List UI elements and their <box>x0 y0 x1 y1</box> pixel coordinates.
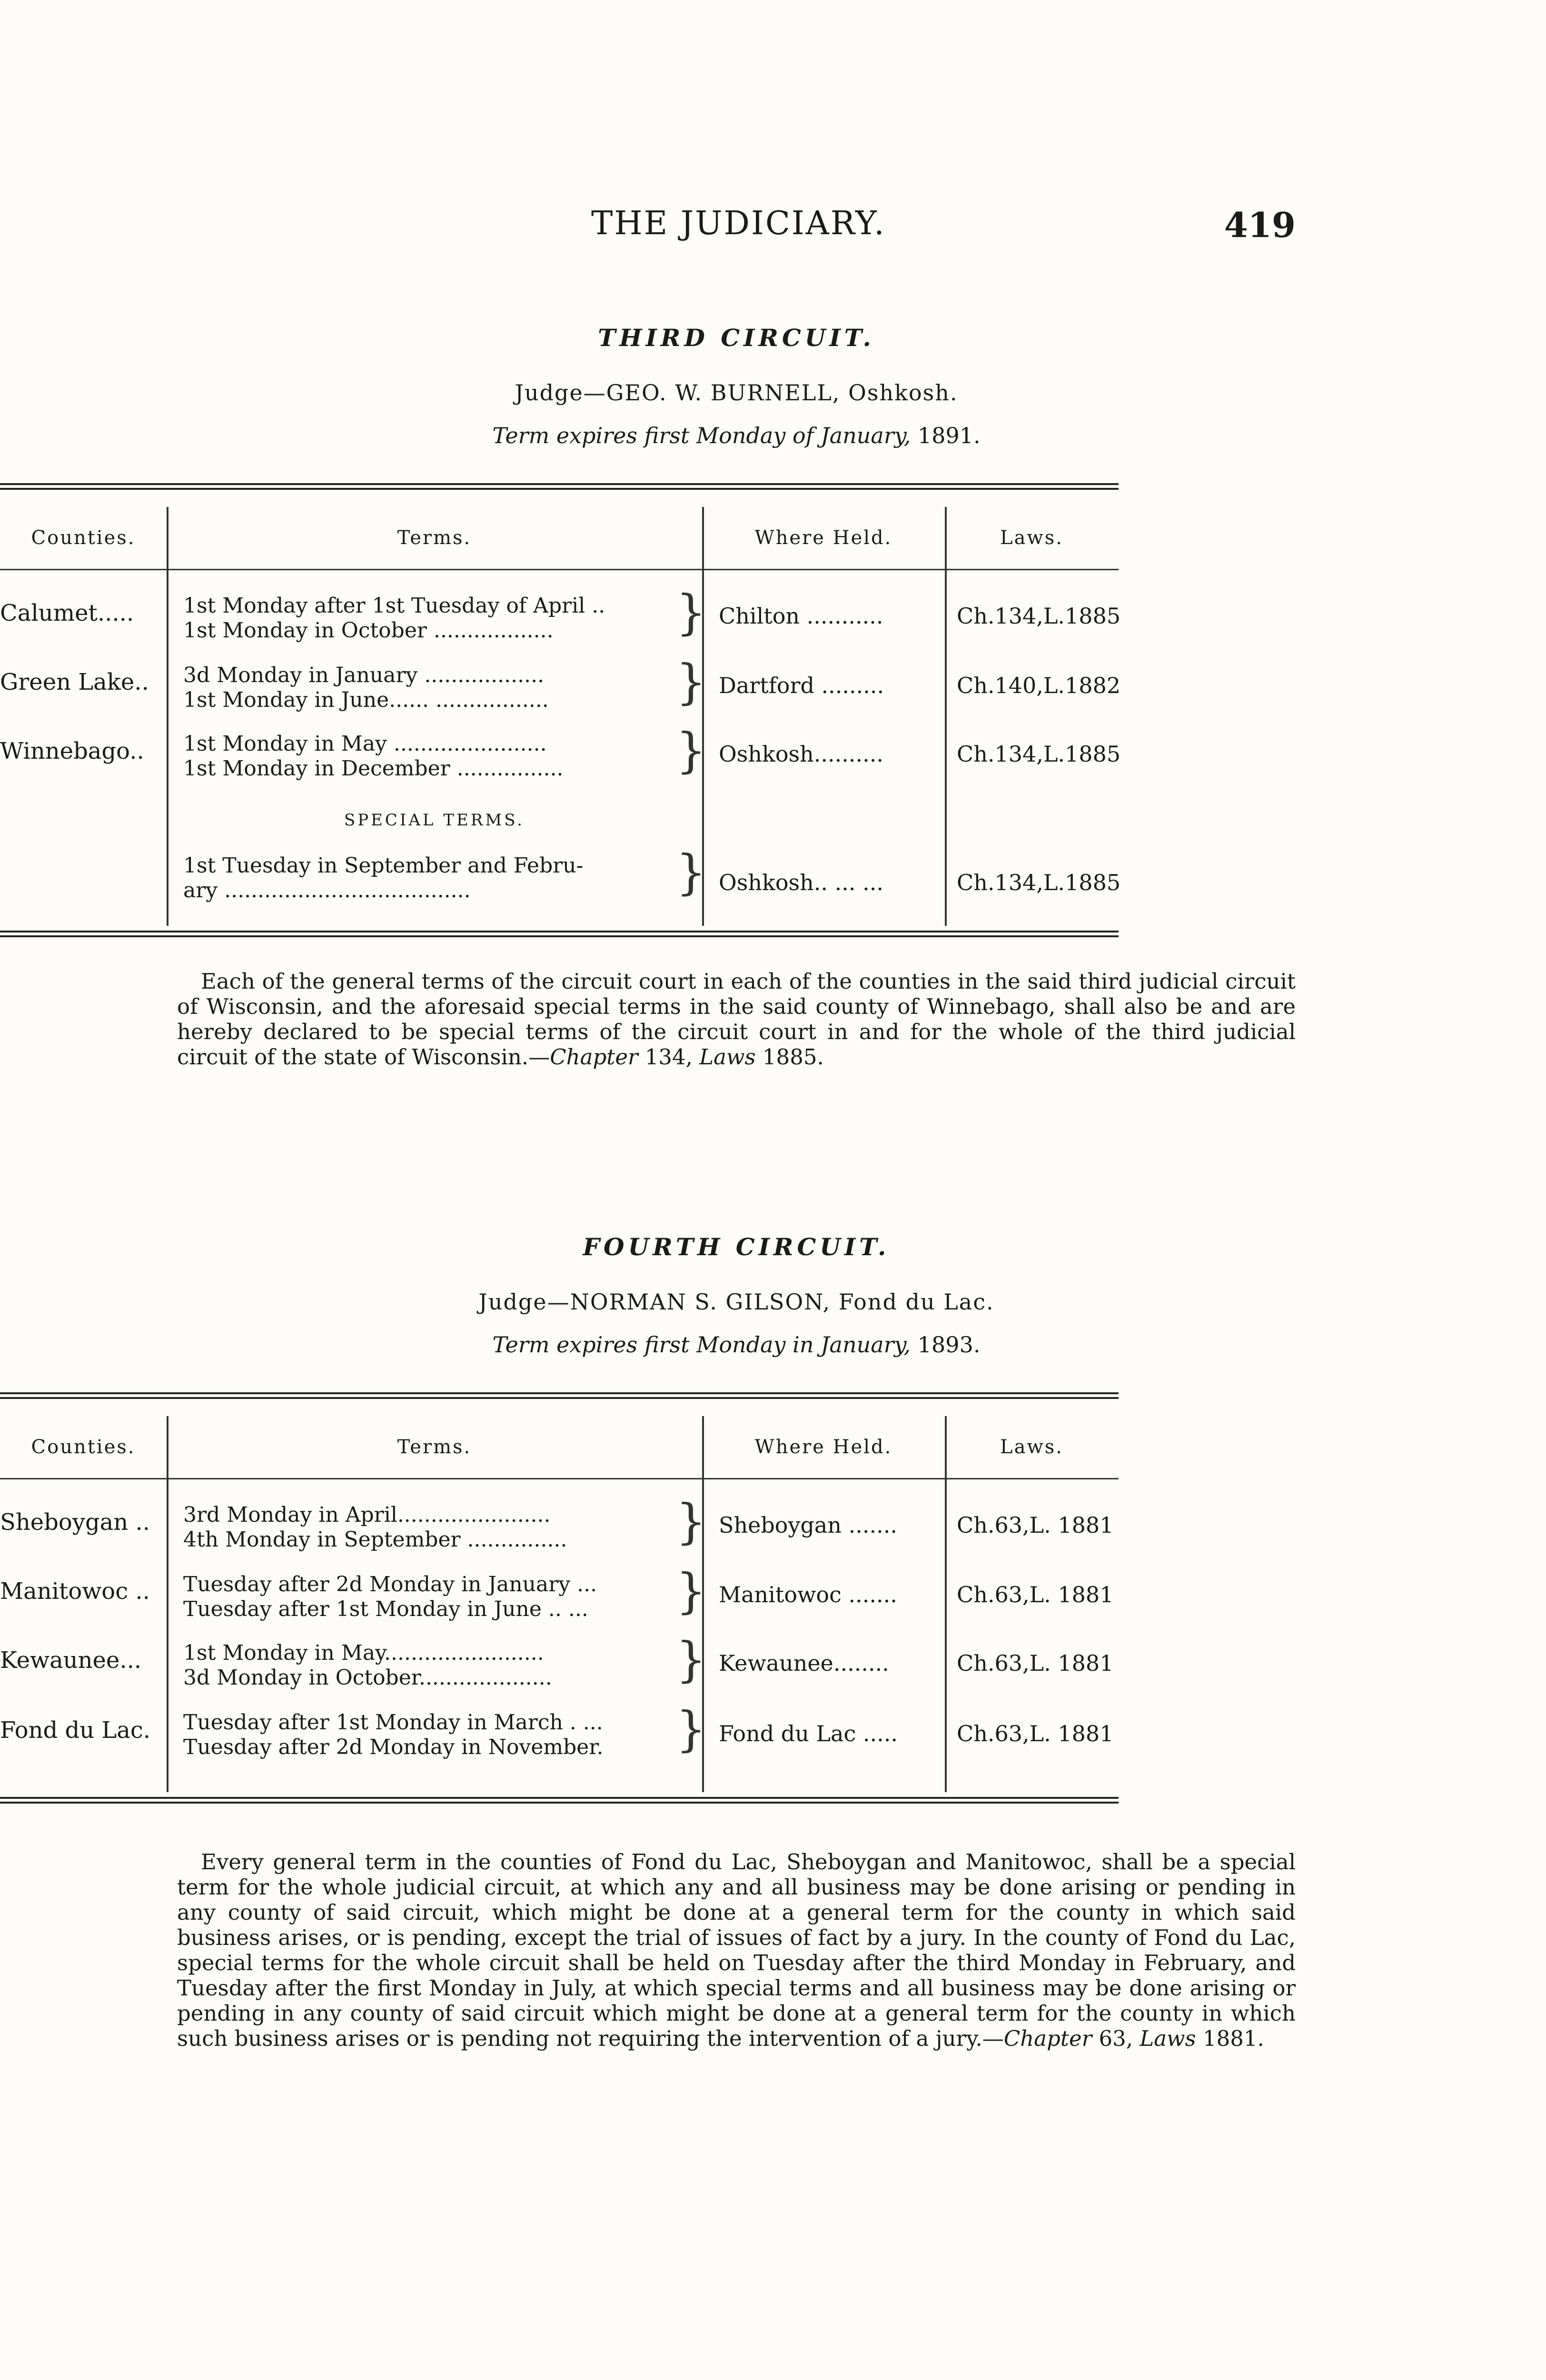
column-header-where-held: Where Held. <box>754 527 892 549</box>
where-held: Fond du Lac ..... <box>719 1721 898 1746</box>
where-held: Oshkosh.. ... ... <box>719 870 883 895</box>
brace-glyph: } <box>676 1701 706 1757</box>
fourth-circuit-note <box>177 1849 1296 2051</box>
brace-glyph: } <box>676 1563 706 1619</box>
brace-glyph: } <box>676 1632 706 1687</box>
where-held: Chilton ........... <box>719 603 883 629</box>
term-line: Tuesday after 2d Monday in January ... <box>183 1572 597 1597</box>
note-chapter: Chapter <box>550 1044 638 1070</box>
term-expiry-year: 1891. <box>917 423 981 448</box>
note-number: 134, <box>638 1044 700 1070</box>
where-held: Manitowoc ....... <box>719 1582 897 1607</box>
running-title: THE JUDICIARY. <box>591 205 886 242</box>
brace-glyph: } <box>676 844 706 900</box>
county-name: Green Lake.. <box>0 669 149 695</box>
fourth-circuit-table <box>0 1392 1119 1811</box>
page-number: 419 <box>1224 205 1296 245</box>
where-held: Kewaunee........ <box>719 1650 889 1676</box>
note-laws: Laws <box>699 1044 756 1070</box>
term-line: 1st Monday in December ................ <box>183 756 564 781</box>
column-header-terms: Terms. <box>397 1436 472 1458</box>
term-line: 1st Tuesday in September and Febru- <box>183 853 584 878</box>
third-circuit-note <box>177 969 1296 1070</box>
term-line: Tuesday after 1st Monday in June .. ... <box>183 1597 588 1621</box>
running-head <box>177 205 1296 252</box>
header-rule <box>0 569 1119 570</box>
brace-glyph: } <box>676 585 706 640</box>
column-header-where-held: Where Held. <box>754 1436 892 1458</box>
column-header-laws: Laws. <box>1000 1436 1063 1458</box>
county-name: Calumet..... <box>0 600 134 626</box>
law-citation: Ch.63,L. 1881 <box>957 1650 1114 1676</box>
fourth-circuit-section <box>177 1233 1296 1360</box>
note-chapter: Chapter <box>1003 2026 1092 2051</box>
county-name: Manitowoc .. <box>0 1578 150 1605</box>
term-line: 1st Monday in June...... ................. <box>183 688 549 712</box>
note-text: Each of the general terms of the circuit court in each of the counties in the said third judicial circuit of Wisconsin, and the aforesaid special terms in the said county of Winnebago, shall also be and are hereby declared to be special terms of the circuit court in and for the whole of the third judicial circuit of the state of Wisconsin.— <box>177 969 1296 1070</box>
note-year: 1885. <box>755 1044 824 1070</box>
term-line: 3rd Monday in April....................... <box>183 1503 551 1527</box>
column-divider <box>945 1416 947 1792</box>
term-line: 3d Monday in October.................... <box>183 1666 552 1690</box>
county-name: Winnebago.. <box>0 738 144 764</box>
where-held: Dartford ......... <box>719 673 884 698</box>
term-line: ary ..................................... <box>183 878 471 902</box>
term-line: 1st Monday after 1st Tuesday of April .. <box>183 594 605 618</box>
term-line: 1st Monday in May ....................... <box>183 732 547 756</box>
term-line: Tuesday after 1st Monday in March . ... <box>183 1710 603 1735</box>
table-bottom-rule <box>0 1797 1119 1804</box>
table-top-rule <box>0 1392 1119 1399</box>
term-expiry-year: 1893. <box>917 1332 981 1358</box>
judge-line: Judge—GEO. W. BURNELL, Oshkosh. <box>515 380 958 406</box>
term-expiry-text: Term expires first Monday in January, <box>492 1332 911 1358</box>
term-line: 1st Monday in October .................. <box>183 618 554 643</box>
note-number: 63, <box>1092 2026 1140 2051</box>
column-header-terms: Terms. <box>397 527 472 549</box>
judge-line: Judge—NORMAN S. GILSON, Fond du Lac. <box>478 1289 994 1315</box>
where-held: Sheboygan ....... <box>719 1512 897 1538</box>
law-citation: Ch.134,L.1885 <box>957 741 1121 767</box>
term-expiry-text: Term expires first Monday of January, <box>492 423 911 448</box>
term-line: 1st Monday in May........................ <box>183 1641 544 1665</box>
county-name: Fond du Lac. <box>0 1717 151 1744</box>
law-citation: Ch.63,L. 1881 <box>957 1721 1114 1746</box>
third-circuit-section <box>177 324 1296 451</box>
law-citation: Ch.63,L. 1881 <box>957 1512 1114 1538</box>
term-line: 4th Monday in September ............... <box>183 1527 567 1552</box>
brace-glyph: } <box>676 1494 706 1549</box>
column-header-laws: Laws. <box>1000 527 1063 549</box>
table-top-rule <box>0 483 1119 490</box>
brace-glyph: } <box>676 723 706 778</box>
term-expiry <box>177 423 1296 451</box>
column-header-counties: Counties. <box>31 1436 136 1458</box>
circuit-title: THIRD CIRCUIT. <box>598 324 875 352</box>
header-rule <box>0 1478 1119 1479</box>
column-divider <box>167 1416 168 1792</box>
note-text: Every general term in the counties of Fond du Lac, Sheboygan and Manitowoc, shall be a special term for the whole judicial circuit, at which any and all business may be done arising or pending in any county of said circuit, which might be done at a general term for the county in which said business arises, or is pending, except the trial of issues of fact by a jury. In the county of Fond du Lac, special terms for the whole circuit shall be held on Tuesday after the third Monday in February, and Tuesday after the first Monday in July, at which special terms and all business may be done arising or pending in any county of said circuit which might be done at a general term for the county in which such business arises or is pending not requiring the intervention of a jury.— <box>177 1849 1296 2051</box>
law-citation: Ch.134,L.1885 <box>957 603 1121 629</box>
law-citation: Ch.140,L.1882 <box>957 673 1121 698</box>
county-name: Kewaunee... <box>0 1647 142 1674</box>
term-line: 3d Monday in January .................. <box>183 663 545 687</box>
law-citation: Ch.134,L.1885 <box>957 870 1121 895</box>
note-laws: Laws <box>1140 2026 1196 2051</box>
table-bottom-rule <box>0 931 1119 937</box>
circuit-title: FOURTH CIRCUIT. <box>583 1233 890 1261</box>
third-circuit-table <box>0 483 1119 950</box>
brace-glyph: } <box>676 654 706 710</box>
county-name: Sheboygan .. <box>0 1509 150 1536</box>
term-expiry <box>177 1332 1296 1360</box>
special-terms-label: SPECIAL TERMS. <box>344 811 525 830</box>
column-header-counties: Counties. <box>31 527 136 549</box>
note-year: 1881. <box>1196 2026 1264 2051</box>
law-citation: Ch.63,L. 1881 <box>957 1582 1114 1607</box>
term-line: Tuesday after 2d Monday in November. <box>183 1735 604 1759</box>
where-held: Oshkosh.......... <box>719 741 883 767</box>
